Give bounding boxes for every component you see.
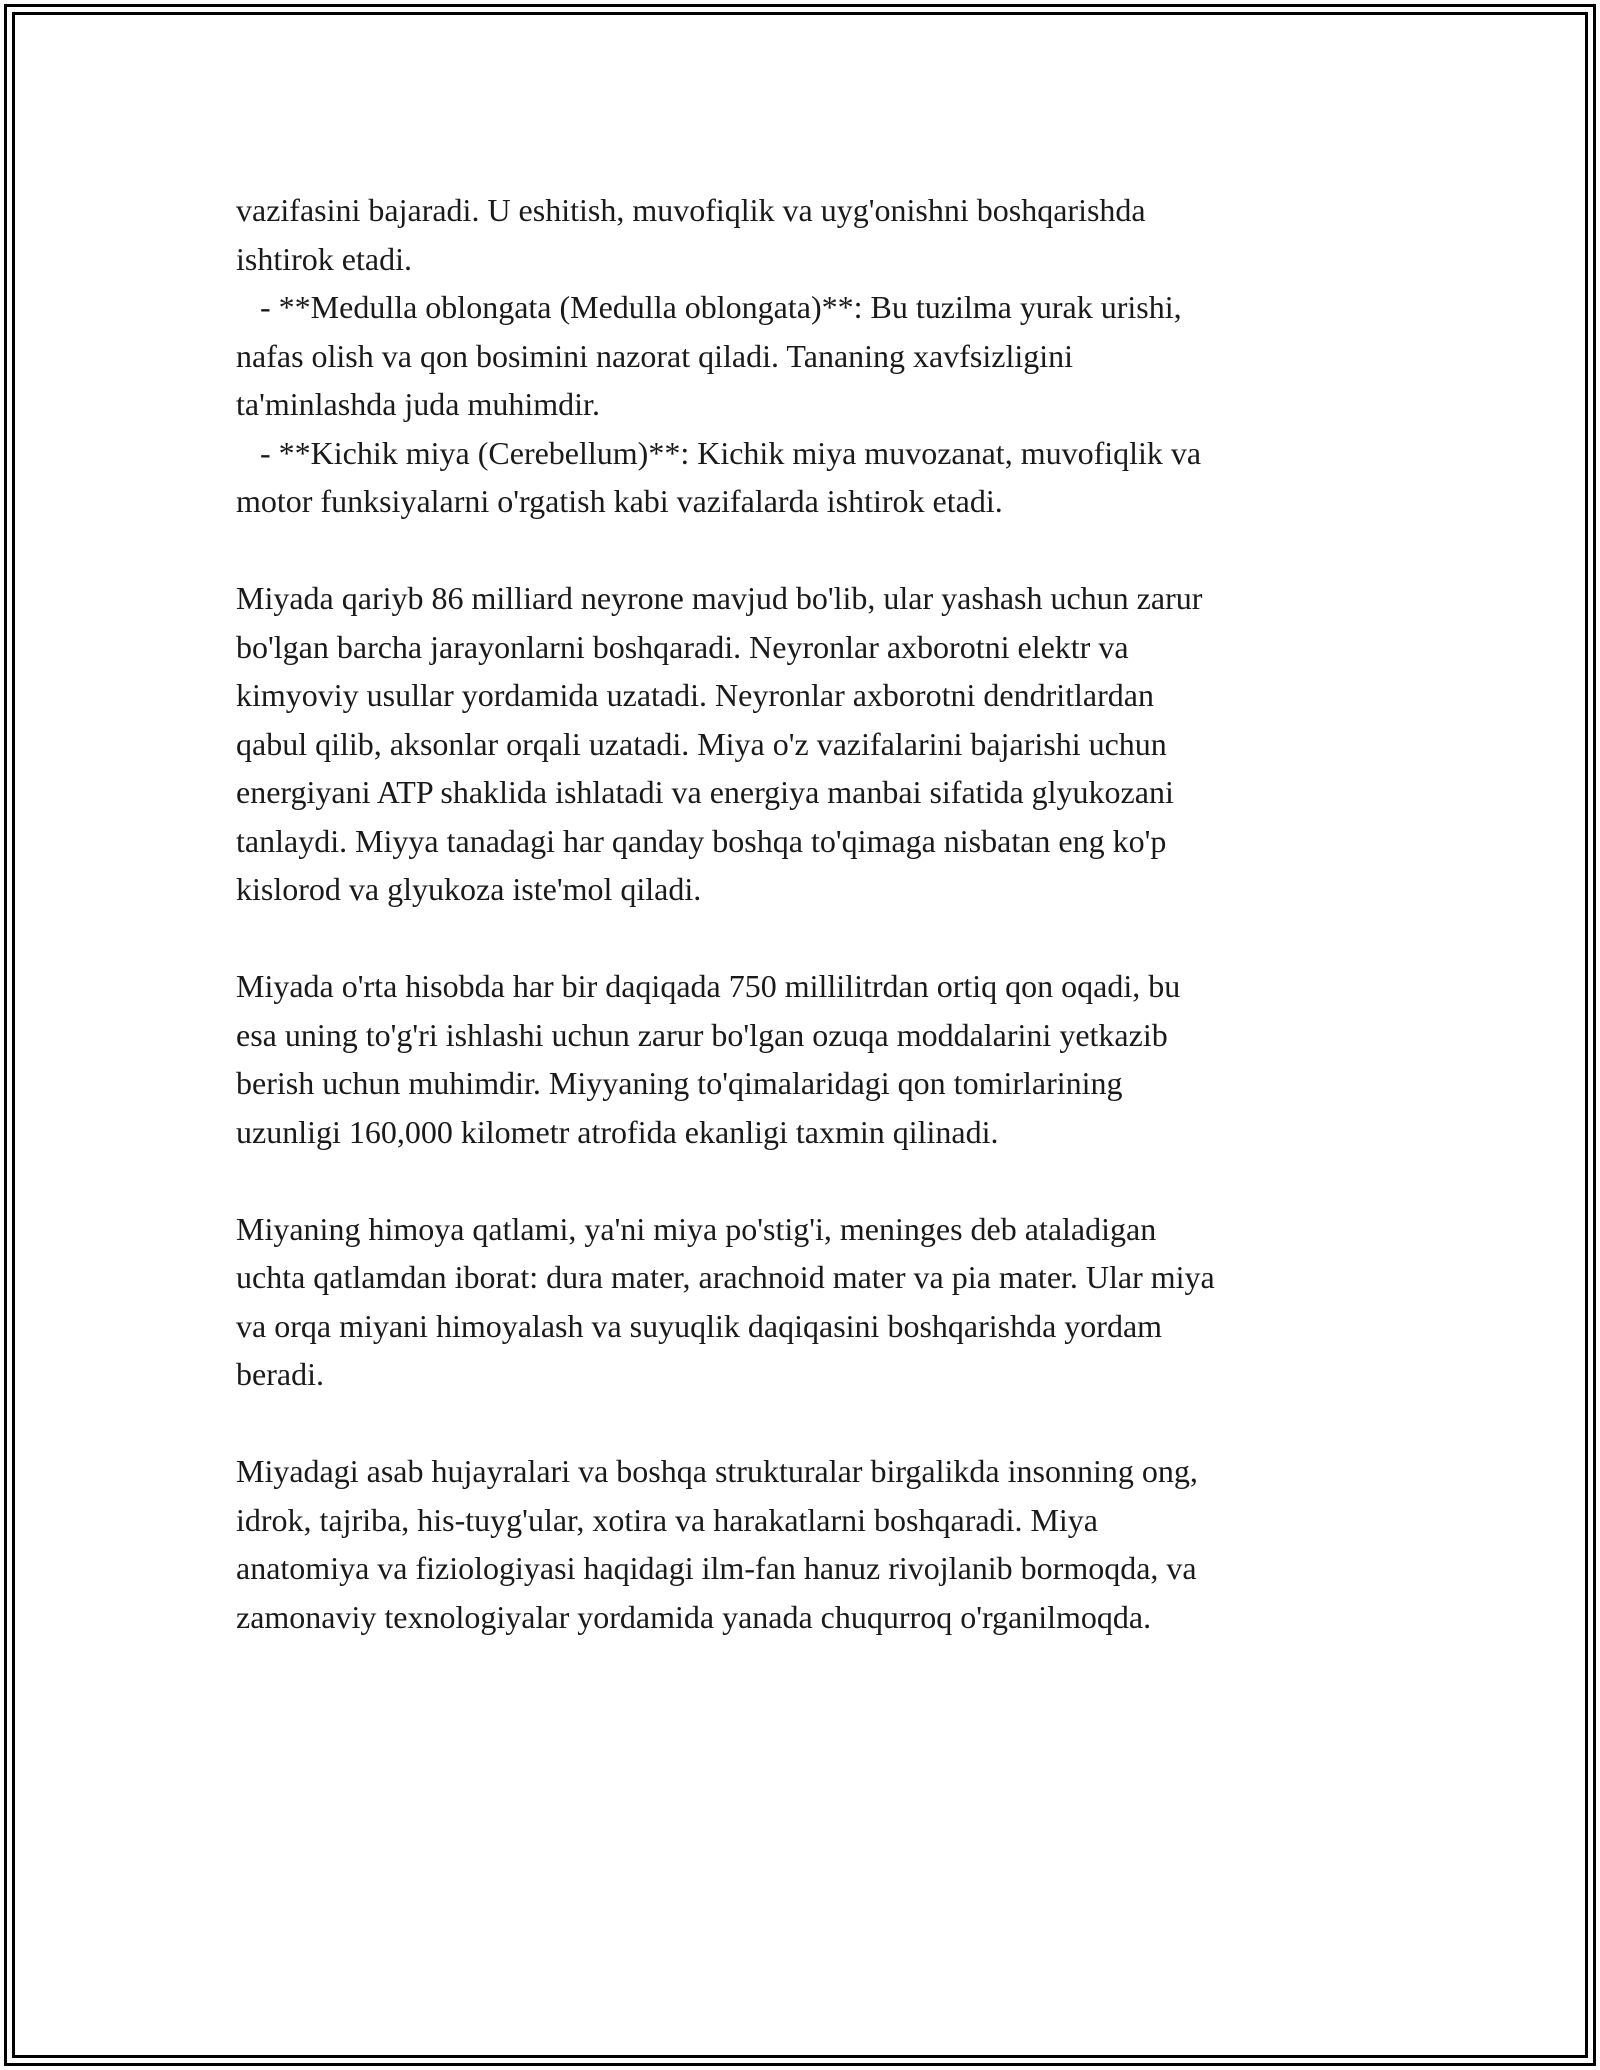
text-line: Miyadagi asab hujayralari va boshqa strukturalar birgalikda insonning ong, xyxy=(236,1453,1198,1489)
paragraph-neurons xyxy=(236,574,1396,914)
paragraph-conclusion xyxy=(236,1447,1396,1641)
paragraph-blood-flow xyxy=(236,962,1396,1156)
list-item-cerebellum: - **Kichik miya (Cerebellum)**: Kichik miya muvozanat, muvofiqlik va xyxy=(236,434,1202,471)
text-line: beradi. xyxy=(236,1356,324,1392)
text-line: ishtirok etadi. xyxy=(236,240,412,277)
list-item-medulla: - **Medulla oblongata (Medulla oblongata)**: Bu tuzilma yurak urishi, xyxy=(236,289,1182,325)
document-body xyxy=(236,186,1396,1690)
text-line: ta'minlashda juda muhimdir. xyxy=(236,386,600,422)
text-line: tanlaydi. Miyya tanadagi har qanday boshqa to'qimaga nisbatan eng ko'p xyxy=(236,822,1167,859)
text-line: esa uning to'g'ri ishlashi uchun zarur bo'lgan ozuqa moddalarini yetkazib xyxy=(236,1016,1168,1053)
text-line: uzunligi 160,000 kilometr atrofida ekanligi taxmin qilinadi. xyxy=(236,1113,999,1150)
text-line: bo'lgan barcha jarayonlarni boshqaradi. Neyronlar axborotni elektr va xyxy=(236,628,1129,665)
text-line: nafas olish va qon bosimini nazorat qiladi. Tananing xavfsizligini xyxy=(236,337,1073,374)
paragraph-brain-structures xyxy=(236,186,1396,526)
text-line: kislorod va glyukoza iste'mol qiladi. xyxy=(236,871,702,907)
text-line: va orqa miyani himoyalash va suyuqlik daqiqasini boshqarishda yordam xyxy=(236,1307,1163,1344)
text-line: vazifasini bajaradi. U eshitish, muvofiqlik va uyg'onishni boshqarishda xyxy=(236,192,1146,228)
text-line: energiyani ATP shaklida ishlatadi va energiya manbai sifatida glyukozani xyxy=(236,774,1174,810)
text-line: idrok, tajriba, his-tuyg'ular, xotira va harakatlarni boshqaradi. Miya xyxy=(236,1501,1098,1538)
text-line: qabul qilib, aksonlar orqali uzatadi. Miya o'z vazifalarini bajarishi uchun xyxy=(236,725,1167,762)
text-line: berish uchun muhimdir. Miyyaning to'qimalaridagi qon tomirlarining xyxy=(236,1065,1123,1101)
text-line: anatomiya va fiziologiyasi haqidagi ilm-fan hanuz rivojlanib bormoqda, va xyxy=(236,1550,1197,1586)
paragraph-meninges xyxy=(236,1205,1396,1399)
text-line: uchta qatlamdan iborat: dura mater, arachnoid mater va pia mater. Ular miya xyxy=(236,1259,1215,1295)
text-line: kimyoviy usullar yordamida uzatadi. Neyronlar axborotni dendritlardan xyxy=(236,677,1154,713)
text-line: Miyada o'rta hisobda har bir daqiqada 750 millilitrdan ortiq qon oqadi, bu xyxy=(236,968,1181,1004)
text-line: zamonaviy texnologiyalar yordamida yanada chuqurroq o'rganilmoqda. xyxy=(236,1598,1152,1635)
text-line: Miyada qariyb 86 milliard neyrone mavjud bo'lib, ular yashash uchun zarur xyxy=(236,580,1203,616)
text-line: Miyaning himoya qatlami, ya'ni miya po'stig'i, meninges deb ataladigan xyxy=(236,1210,1157,1247)
text-line: motor funksiyalarni o'rgatish kabi vazifalarda ishtirok etadi. xyxy=(236,483,1003,519)
